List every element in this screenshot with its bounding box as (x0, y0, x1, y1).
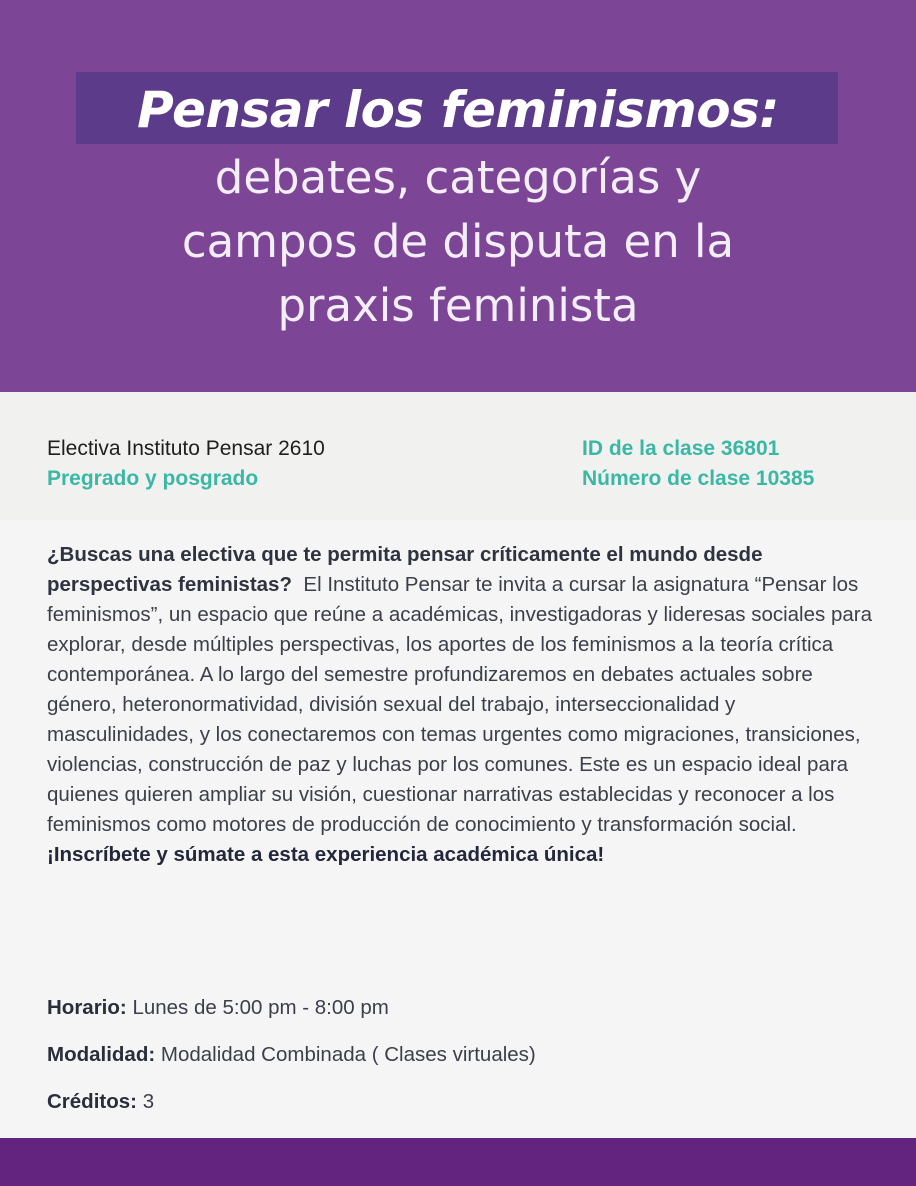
footer-bar (0, 1138, 916, 1186)
course-description-section (0, 520, 916, 1138)
course-level: Pregrado y posgrado (47, 467, 259, 490)
course-info-left (47, 434, 325, 494)
page-title: Pensar los feminismos: (137, 81, 779, 139)
schedule-value: Lunes de 5:00 pm - 8:00 pm (132, 996, 389, 1019)
page-subtitle (0, 146, 916, 338)
modality-row (47, 1043, 536, 1067)
modality-value: Modalidad Combinada ( Clases virtuales) (160, 1043, 536, 1066)
subtitle-line-3: praxis feminista (277, 279, 639, 332)
class-number: Número de clase 10385 (582, 467, 815, 490)
credits-value: 3 (142, 1090, 155, 1113)
credits-row (47, 1090, 154, 1114)
course-info-band (0, 392, 916, 520)
class-id: ID de la clase 36801 (582, 437, 780, 460)
subtitle-line-2: campos de disputa en la (181, 215, 735, 268)
header-banner (0, 0, 916, 392)
schedule-row (47, 996, 389, 1020)
course-info-right (582, 434, 814, 494)
schedule-label: Horario: (47, 996, 127, 1019)
description-cta: ¡Inscríbete y súmate a esta experiencia académica única! (47, 843, 605, 866)
credits-label: Créditos: (47, 1090, 137, 1113)
course-description (47, 540, 877, 870)
modality-label: Modalidad: (47, 1043, 156, 1066)
description-lead: ¿Buscas una electiva que te permita pensar críticamente el mundo desde perspectivas feministas? (47, 543, 763, 596)
description-body: El Instituto Pensar te invita a cursar la asignatura “Pensar los feminismos”, un espacio que reúne a académicas, investigadoras y lideresas sociales para explorar, desde múltiples perspectivas, los aportes de los feminismos a la teoría crítica contemporánea. A lo largo del semestre profundizaremos en debates actuales sobre género, heteronormatividad, división sexual del trabajo, interseccionalidad y masculinidades, y los conectaremos con temas urgentes como migraciones, transiciones, violencias, construcción de paz y luchas por los comunes. Este es un espacio ideal para quienes quieren ampliar su visión, cuestionar narrativas establecidas y reconocer a los feminismos como motores de producción de conocimiento y transformación social. (47, 573, 872, 836)
subtitle-line-1: debates, categorías y (214, 151, 702, 204)
course-name: Electiva Instituto Pensar 2610 (47, 437, 325, 460)
